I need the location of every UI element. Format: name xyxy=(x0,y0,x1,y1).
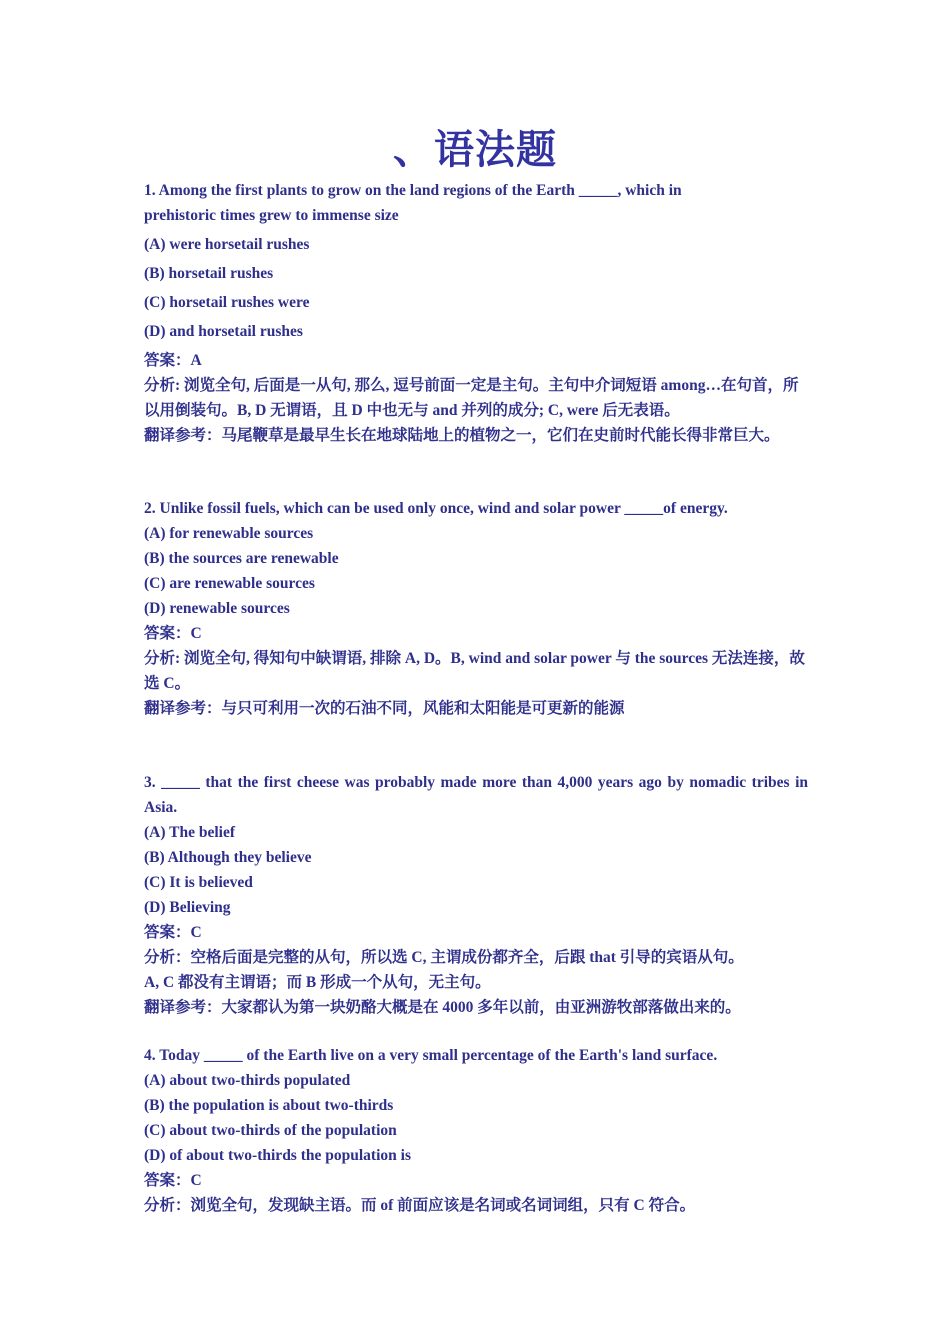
option-b: (B) the sources are renewable xyxy=(144,550,339,567)
option-c: (C) It is believed xyxy=(144,874,253,891)
question-3 xyxy=(144,770,808,1020)
question-4 xyxy=(144,1043,808,1218)
analysis-continued: A, C 都没有主谓语；而 B 形成一个从句，无主句。 xyxy=(144,974,491,991)
question-stem: 1. Among the first plants to grow on the land regions of the Earth _____, which in prehistoric times grew to immense size xyxy=(144,182,682,224)
analysis: 分析: 浏览全句, 后面是一从句, 那么, 逗号前面一定是主句。主句中介词短语 among…在句首，所以用倒装句。B, D 无谓语，且 D 中也无与 and 并列的成分; C, were 后无表语。 xyxy=(144,377,799,419)
question-2 xyxy=(144,496,808,721)
answer: 答案：C xyxy=(144,1172,202,1189)
question-stem: 3. _____ that the first cheese was probably made more than 4,000 years ago by nomadic tribes in Asia. xyxy=(144,774,808,816)
option-a: (A) were horsetail rushes xyxy=(144,236,310,253)
option-d: (D) Believing xyxy=(144,899,231,916)
option-d: (D) and horsetail rushes xyxy=(144,323,303,340)
option-a: (A) about two-thirds populated xyxy=(144,1072,351,1089)
analysis: 分析：空格后面是完整的从句，所以选 C, 主谓成份都齐全，后跟 that 引导的宾语从句。 xyxy=(144,949,744,966)
question-1 xyxy=(144,178,808,448)
translation: 翻译参考：大家都认为第一块奶酪大概是在 4000 多年以前，由亚洲游牧部落做出来的。 xyxy=(144,999,741,1016)
option-c: (C) horsetail rushes were xyxy=(144,294,310,311)
answer: 答案：C xyxy=(144,625,202,642)
question-stem: 2. Unlike fossil fuels, which can be used only once, wind and solar power _____of energy. xyxy=(144,500,728,517)
analysis: 分析: 浏览全句, 得知句中缺谓语, 排除 A, D。B, wind and solar power 与 the sources 无法连接，故选 C。 xyxy=(144,650,805,692)
option-b: (B) the population is about two-thirds xyxy=(144,1097,394,1114)
translation: 翻译参考：马尾鞭草是最早生长在地球陆地上的植物之一，它们在史前时代能长得非常巨大。 xyxy=(144,427,780,444)
page-title: 、语法题 xyxy=(393,127,557,173)
option-d: (D) renewable sources xyxy=(144,600,290,617)
answer: 答案：C xyxy=(144,924,202,941)
option-a: (A) for renewable sources xyxy=(144,525,314,542)
option-c: (C) about two-thirds of the population xyxy=(144,1122,397,1139)
answer: 答案：A xyxy=(144,352,202,369)
translation: 翻译参考：与只可利用一次的石油不同，风能和太阳能是可更新的能源 xyxy=(144,700,625,717)
option-c: (C) are renewable sources xyxy=(144,575,315,592)
option-a: (A) The belief xyxy=(144,824,235,841)
question-stem: 4. Today _____ of the Earth live on a very small percentage of the Earth's land surface. xyxy=(144,1047,718,1064)
option-b: (B) Although they believe xyxy=(144,849,312,866)
analysis: 分析：浏览全句，发现缺主语。而 of 前面应该是名词或名词词组，只有 C 符合。 xyxy=(144,1197,696,1214)
option-b: (B) horsetail rushes xyxy=(144,265,274,282)
option-d: (D) of about two-thirds the population is xyxy=(144,1147,411,1164)
